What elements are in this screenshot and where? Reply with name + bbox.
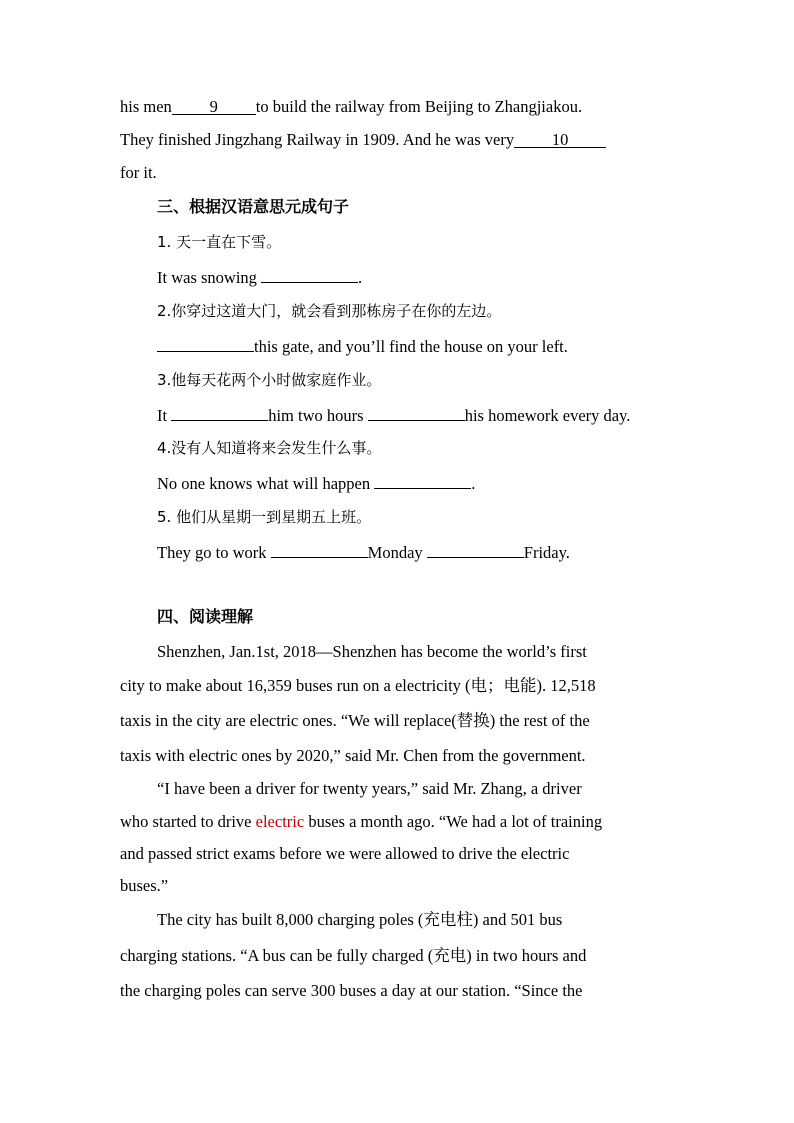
cloze-text: They finished Jingzhang Railway in 1909. And he was very [120,130,515,149]
q3-english [157,405,630,426]
q4-chinese: 4.没有人知道将来会发生什么事。 [157,439,382,457]
passage-line: taxis in the city are electric ones. “We will replace(替换) the rest of the [120,711,590,730]
passage-line: Shenzhen, Jan.1st, 2018—Shenzhen has become the world’s first [157,642,587,661]
cloze-text: to build the railway from Beijing to Zhangjiakou. [255,97,583,116]
q5-blank-1 [271,542,368,558]
passage-line: and passed strict exams before we were allowed to drive the electric [120,844,570,863]
passage-line: city to make about 16,359 buses run on a electricity (电；电能). 12,518 [120,676,596,695]
cloze-line-3: for it. [120,163,157,182]
cloze-line-2 [120,130,606,150]
q1-text-end: . [358,268,363,287]
q2-blank [157,336,254,352]
q1-blank [261,267,358,283]
q2-english [157,336,568,357]
q3-text: his homework every day. [464,406,631,425]
passage-line: charging stations. “A bus can be fully charged (充电) in two hours and [120,946,587,965]
q3-text: him two hours [268,406,368,425]
q4-text-end: . [471,474,476,493]
q1-english [157,267,362,288]
q5-english [157,542,570,563]
passage-text: buses a month ago. “We had a lot of training [304,812,603,831]
passage-line: the charging poles can serve 300 buses a day at our station. “Since the [120,981,583,1000]
q2-text: this gate, and you’ll find the house on your left. [254,337,568,356]
passage-text: who started to drive [120,812,256,831]
q4-english [157,473,475,494]
blank-number: 10 [551,130,569,149]
q3-text: It [157,406,172,425]
q1-chinese: 1. 天一直在下雪。 [157,233,282,251]
q5-text: Monday [367,543,427,562]
blank-10 [514,132,606,148]
blank-9 [172,99,256,115]
section-4-title: 四、阅读理解 [157,607,254,626]
q2-chinese: 2.你穿过这道大门，就会看到那栋房子在你的左边。 [157,302,502,320]
passage-line: “I have been a driver for twenty years,” said Mr. Zhang, a driver [157,779,582,798]
passage-line: taxis with electric ones by 2020,” said Mr. Chen from the government. [120,746,586,765]
cloze-line-1 [120,97,582,117]
blank-number: 9 [209,97,218,116]
q5-text: They go to work [157,543,271,562]
q5-text: Friday. [523,543,570,562]
q1-text: It was snowing [157,268,262,287]
q3-chinese: 3.他每天花两个小时做家庭作业。 [157,371,382,389]
passage-line: buses.” [120,876,169,895]
q3-blank-2 [368,405,465,421]
q3-blank-1 [171,405,268,421]
q4-text: No one knows what will happen [157,474,375,493]
cloze-text: his men [120,97,172,116]
q4-blank [374,473,471,489]
highlighted-word: electric [255,812,305,831]
passage-line: The city has built 8,000 charging poles (充电柱) and 501 bus [157,910,563,929]
section-3-title: 三、根据汉语意思元成句子 [157,197,350,216]
q5-blank-2 [427,542,524,558]
passage-line [120,812,602,832]
q5-chinese: 5. 他们从星期一到星期五上班。 [157,508,372,526]
